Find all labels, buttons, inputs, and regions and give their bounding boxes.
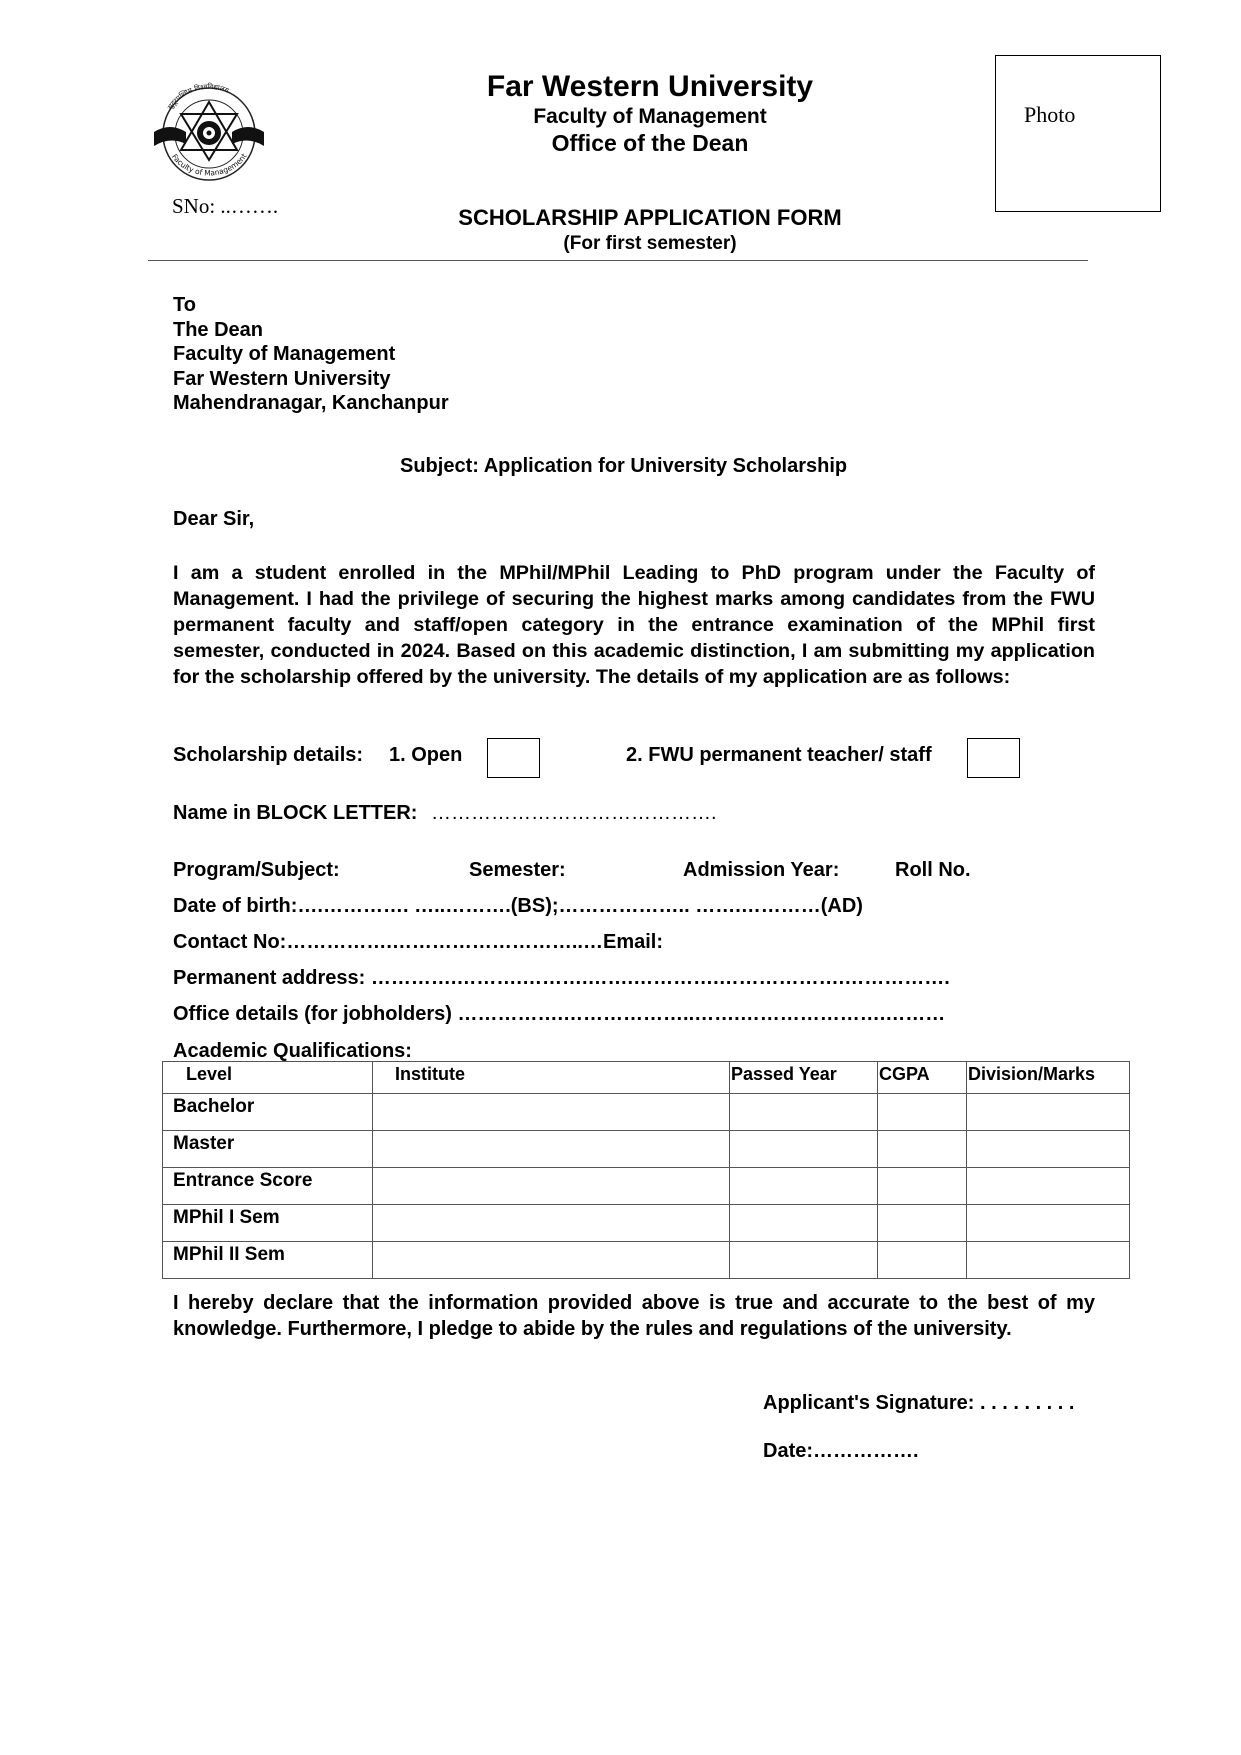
header-divider <box>148 260 1088 261</box>
cgpa-cell[interactable] <box>878 1168 967 1205</box>
row-level: Master <box>173 1133 235 1154</box>
table-row <box>163 1242 1130 1279</box>
option-staff-label: 2. FWU permanent teacher/ staff <box>626 744 932 766</box>
table-row <box>163 1168 1130 1205</box>
program-label[interactable]: Program/Subject: <box>173 859 340 881</box>
recipient-address <box>173 293 449 416</box>
scholarship-label: Scholarship details: <box>173 744 364 766</box>
photo-box[interactable] <box>995 55 1161 212</box>
open-checkbox[interactable] <box>487 738 540 778</box>
passed-year-cell[interactable] <box>730 1242 878 1279</box>
office-details-field[interactable]: Office details (for jobholders) …………….………………..…….………………….……… <box>173 1003 946 1025</box>
applicant-signature[interactable]: Applicant's Signature: . . . . . . . . . <box>763 1392 1075 1414</box>
academic-qualifications-label: Academic Qualifications: <box>173 1040 412 1062</box>
name-dots: ……………………………………. <box>431 802 717 824</box>
address-line: The Dean <box>173 318 264 341</box>
header-division: Division/Marks <box>968 1064 1096 1084</box>
form-title: SCHOLARSHIP APPLICATION FORM <box>458 205 842 230</box>
name-label: Name in BLOCK LETTER: <box>173 802 418 824</box>
institute-cell[interactable] <box>373 1242 730 1279</box>
contact-email-field[interactable]: Contact No:…………….………………………..…Email: <box>173 931 664 953</box>
passed-year-cell[interactable] <box>730 1205 878 1242</box>
cgpa-cell[interactable] <box>878 1205 967 1242</box>
header-cgpa: CGPA <box>879 1064 930 1084</box>
institute-cell[interactable] <box>373 1094 730 1131</box>
office-name: Office of the Dean <box>551 130 749 156</box>
table-row <box>163 1094 1130 1131</box>
university-name: Far Western University <box>486 70 814 103</box>
faculty-name: Faculty of Management <box>533 105 767 128</box>
table-row <box>163 1205 1130 1242</box>
header-institute: Institute <box>395 1064 465 1084</box>
cgpa-cell[interactable] <box>878 1131 967 1168</box>
cgpa-cell[interactable] <box>878 1094 967 1131</box>
division-cell[interactable] <box>967 1168 1130 1205</box>
row-level: MPhil II Sem <box>173 1244 285 1265</box>
address-line: Faculty of Management <box>173 343 396 365</box>
svg-text:Faculty of Management <box>170 152 249 178</box>
option-open-label: 1. Open <box>389 744 463 766</box>
address-line: Far Western University <box>173 367 391 390</box>
institute-cell[interactable] <box>373 1131 730 1168</box>
address-line: To <box>173 294 196 316</box>
cgpa-cell[interactable] <box>878 1242 967 1279</box>
semester-label[interactable]: Semester: <box>469 859 566 881</box>
logo-caption: Faculty of Management <box>169 151 249 178</box>
admission-year-label[interactable]: Admission Year: <box>683 859 840 881</box>
qualifications-table <box>162 1061 1130 1279</box>
declaration-text: I hereby declare that the information provided above is true and accurate to the best of my knowledge. Furthermore, I pledge to abide by the rules and regulations of the university. <box>173 1292 1095 1340</box>
name-field[interactable] <box>173 802 717 825</box>
row-level: Bachelor <box>173 1096 255 1117</box>
division-cell[interactable] <box>967 1242 1130 1279</box>
dob-field[interactable]: Date of birth:….…………. …..……….(BS);……………….. …….…………(AD) <box>173 895 863 917</box>
permanent-address-field[interactable]: Permanent address: ………….……….……….…….………….……………….……………. <box>173 967 950 989</box>
passed-year-cell[interactable] <box>730 1131 878 1168</box>
header-passed-year: Passed Year <box>731 1064 837 1084</box>
passed-year-cell[interactable] <box>730 1094 878 1131</box>
salutation: Dear Sir, <box>173 508 255 530</box>
svg-text:सुदूरपश्चिम विश्वविद्यालय: सुदूरपश्चिम विश्वविद्यालय <box>166 82 230 112</box>
signature-date[interactable]: Date:……………. <box>763 1440 919 1462</box>
university-seal-icon <box>150 78 268 184</box>
institute-cell[interactable] <box>373 1168 730 1205</box>
table-row <box>163 1131 1130 1168</box>
division-cell[interactable] <box>967 1131 1130 1168</box>
staff-checkbox[interactable] <box>967 738 1020 778</box>
division-cell[interactable] <box>967 1094 1130 1131</box>
division-cell[interactable] <box>967 1205 1130 1242</box>
header-level: Level <box>186 1064 233 1084</box>
photo-label: Photo <box>1024 102 1076 127</box>
roll-number-label[interactable]: Roll No. <box>895 859 971 881</box>
institute-cell[interactable] <box>373 1205 730 1242</box>
address-line: Mahendranagar, Kanchanpur <box>173 392 449 414</box>
form-subtitle: (For first semester) <box>563 233 737 254</box>
table-header-row <box>163 1062 1130 1094</box>
serial-number: SNo: ..……. <box>172 194 279 218</box>
row-level: Entrance Score <box>173 1170 313 1191</box>
passed-year-cell[interactable] <box>730 1168 878 1205</box>
letter-subject: Subject: Application for University Scholarship <box>400 455 848 477</box>
row-level: MPhil I Sem <box>173 1207 280 1228</box>
letter-body: I am a student enrolled in the MPhil/MPhil Leading to PhD program under the Faculty of Management. I had the privilege of securing the highest marks among candidates from the FWU permanent faculty and staff/open category in the entrance examination of the MPhil first semester, conducted in 2024. Based on this academic distinction, I am submitting my application for the scholarship offered by the university. The details of my application are as follows: <box>173 562 1095 688</box>
